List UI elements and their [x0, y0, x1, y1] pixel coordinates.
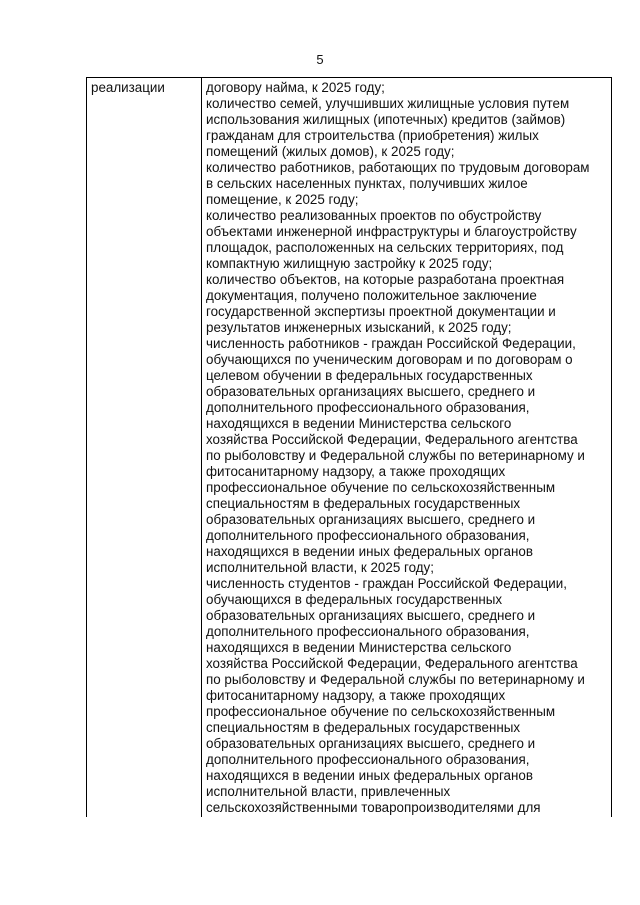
text-line: в сельских населенных пунктах, получивших жилое	[206, 176, 528, 191]
text-line: компактную жилищную застройку к 2025 году;	[206, 256, 493, 271]
text-line: дополнительного профессионального образования,	[206, 528, 530, 543]
text-line: количество семей, улучшивших жилищные условия путем	[206, 96, 570, 111]
text-line: обучающихся в федеральных государственных	[206, 592, 503, 607]
text-line: находящихся в ведении Министерства сельского	[206, 640, 512, 655]
document-table	[86, 77, 612, 817]
text-line: исполнительной власти, к 2025 году;	[206, 560, 434, 575]
text-line: дополнительного профессионального образования,	[206, 624, 530, 639]
column-divider	[201, 78, 202, 817]
page-number: 5	[316, 52, 324, 67]
text-line: специальностям в федеральных государственных	[206, 496, 521, 511]
text-line: дополнительного профессионального образования,	[206, 752, 530, 767]
text-line: численность работников - граждан Российской Федерации,	[206, 336, 576, 351]
text-line: сельскохозяйственными товаропроизводителями для	[206, 800, 541, 815]
text-line: количество реализованных проектов по обустройству	[206, 208, 542, 223]
table-cell-right	[206, 80, 610, 816]
text-line: фитосанитарному надзору, а также проходящих	[206, 688, 506, 703]
text-line: образовательных организациях высшего, среднего и	[206, 608, 536, 623]
text-line: хозяйства Российской Федерации, Федерального агентства	[206, 656, 578, 671]
text-line: целевом обучении в федеральных государственных	[206, 368, 533, 383]
text-line: образовательных организациях высшего, среднего и	[206, 736, 536, 751]
text-line: помещений (жилых домов), к 2025 году;	[206, 144, 455, 159]
text-line: находящихся в ведении иных федеральных органов	[206, 544, 533, 559]
text-line: помещение, к 2025 году;	[206, 192, 359, 207]
text-line: дополнительного профессионального образования,	[206, 400, 530, 415]
text-line: количество работников, работающих по трудовым договорам	[206, 160, 590, 175]
text-line: количество объектов, на которые разработана проектная	[206, 272, 565, 287]
text-line: находящихся в ведении иных федеральных органов	[206, 768, 533, 783]
text-line: по рыболовству и Федеральной службы по ветеринарному и	[206, 448, 585, 463]
text-line: фитосанитарному надзору, а также проходящих	[206, 464, 506, 479]
text-line: документация, получено положительное заключение	[206, 288, 537, 303]
text-line: специальностям в федеральных государственных	[206, 720, 521, 735]
text-line: образовательных организациях высшего, среднего и	[206, 384, 536, 399]
text-line: использования жилищных (ипотечных) кредитов (займов)	[206, 112, 566, 127]
text-line: численность студентов - граждан Российской Федерации,	[206, 576, 567, 591]
text-line: хозяйства Российской Федерации, Федерального агентства	[206, 432, 578, 447]
text-line: государственной экспертизы проектной документации и	[206, 304, 556, 319]
text-line: площадок, расположенных на сельских территориях, под	[206, 240, 564, 255]
text-line: исполнительной власти, привлеченных	[206, 784, 451, 799]
text-line: договору найма, к 2025 году;	[206, 80, 385, 95]
text-line: образовательных организациях высшего, среднего и	[206, 512, 536, 527]
text-line: обучающихся по ученическим договорам и по договорам о	[206, 352, 573, 367]
text-line: результатов инженерных изысканий, к 2025 году;	[206, 320, 512, 335]
text-line: профессиональное обучение по сельскохозяйственным	[206, 480, 556, 495]
text-line: гражданам для строительства (приобретения) жилых	[206, 128, 539, 143]
table-cell-left: реализации	[91, 80, 165, 95]
text-line: по рыболовству и Федеральной службы по ветеринарному и	[206, 672, 585, 687]
text-line: объектами инженерной инфраструктуры и благоустройству	[206, 224, 577, 239]
text-line: находящихся в ведении Министерства сельского	[206, 416, 512, 431]
text-line: профессиональное обучение по сельскохозяйственным	[206, 704, 556, 719]
